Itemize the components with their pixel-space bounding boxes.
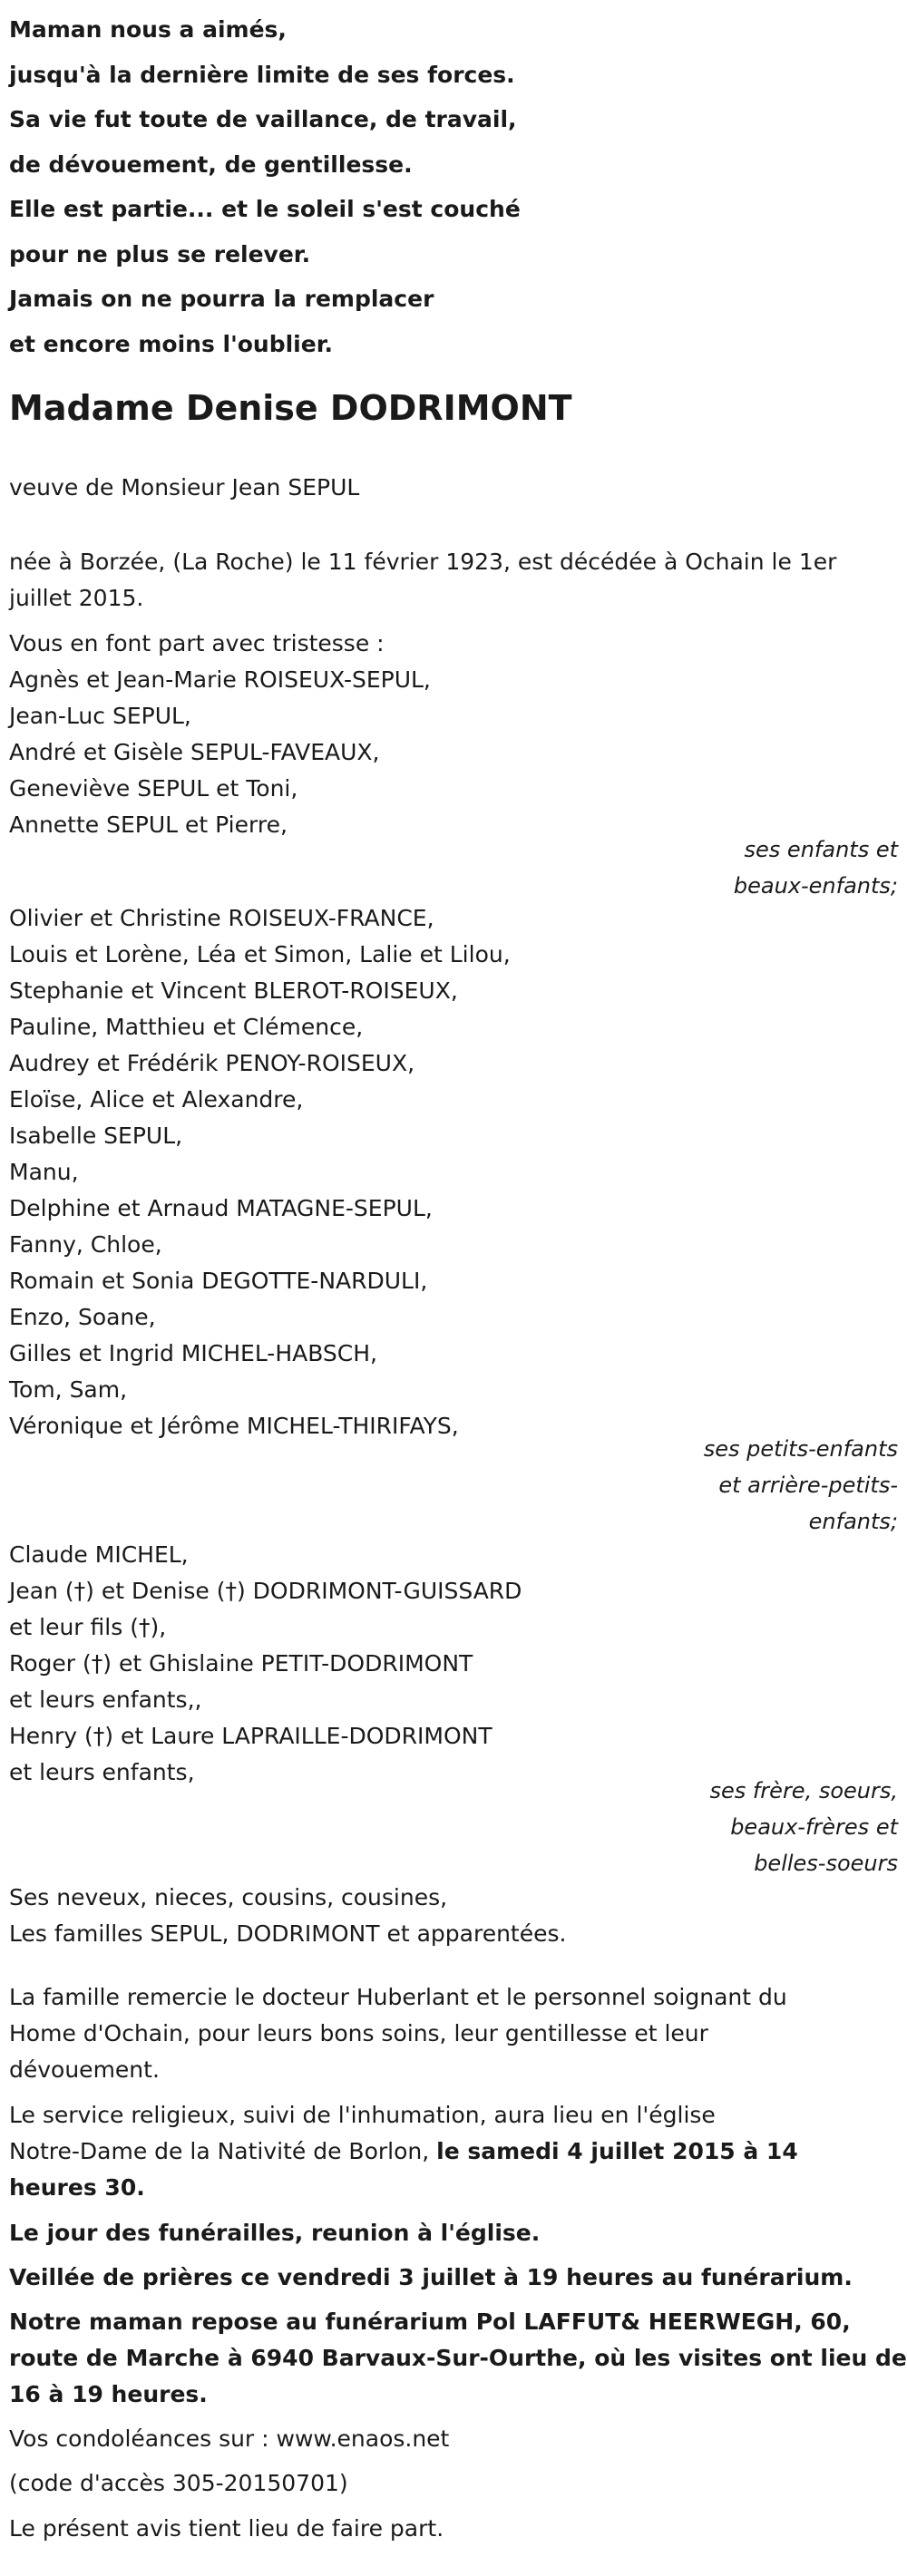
- list-item: et leurs enfants,: [9, 1759, 195, 1785]
- list-item: Louis et Lorène, Léa et Simon, Lalie et Lilou,: [9, 941, 511, 967]
- list-item: Agnès et Jean-Marie ROISEUX-SEPUL,: [9, 666, 431, 693]
- widow-of: [9, 470, 898, 506]
- widow-of-line: veuve de Monsieur Jean SEPUL: [9, 474, 360, 501]
- role-line: ses frère, soeurs,: [709, 1778, 898, 1803]
- children-list: [9, 626, 898, 843]
- list-item: et leur fils (†),: [9, 1614, 167, 1640]
- announce-intro: Vous en font part avec tristesse :: [9, 630, 385, 656]
- grandchildren-list: [9, 900, 898, 1444]
- notice: [9, 2511, 898, 2547]
- poem: [9, 7, 898, 366]
- list-item: Ses neveux, nieces, cousins, cousines,: [9, 1884, 448, 1910]
- list-item: Annette SEPUL et Pierre,: [9, 812, 288, 838]
- access-code-line: (code d'accès 305-20150701): [9, 2470, 348, 2496]
- list-item: Les familles SEPUL, DODRIMONT et apparentées.: [9, 1920, 567, 1947]
- funeral-meeting: [9, 2215, 898, 2251]
- thanks-line: dévouement.: [9, 2056, 160, 2083]
- service-time: heures 30.: [9, 2174, 145, 2201]
- grandchildren-role: [626, 1431, 898, 1540]
- role-line: enfants;: [808, 1509, 898, 1534]
- poem-line: de dévouement, de gentillesse.: [9, 151, 413, 178]
- siblings-list: [9, 1537, 898, 1791]
- rest-line: Notre maman repose au funérarium Pol LAFFUT& HEERWEGH, 60,: [9, 2309, 851, 2335]
- poem-line: jusqu'à la dernière limite de ses forces.: [9, 61, 515, 88]
- list-item: Isabelle SEPUL,: [9, 1123, 183, 1149]
- service-paragraph: [9, 2097, 898, 2206]
- role-line: belles-soeurs: [754, 1851, 898, 1876]
- list-item: Jean (†) et Denise (†) DODRIMONT-GUISSARD: [9, 1578, 522, 1604]
- list-item: Geneviève SEPUL et Toni,: [9, 775, 298, 802]
- role-line: beaux-enfants;: [733, 873, 898, 899]
- list-item: Claude MICHEL,: [9, 1541, 189, 1568]
- poem-line: pour ne plus se relever.: [9, 240, 311, 267]
- vigil-line: Veillée de prières ce vendredi 3 juillet à 19 heures au funérarium.: [9, 2264, 853, 2290]
- role-line: ses enfants et: [744, 837, 898, 862]
- rest-line: route de Marche à 6940 Barvaux-Sur-Ourthe, où les visites ont lieu de: [9, 2345, 907, 2371]
- list-item: Stephanie et Vincent BLEROT-ROISEUX,: [9, 977, 458, 1004]
- list-item: Gilles et Ingrid MICHEL-HABSCH,: [9, 1340, 378, 1366]
- poem-line: et encore moins l'oublier.: [9, 330, 333, 357]
- role-line: beaux-frères et: [730, 1814, 898, 1840]
- poem-line: Elle est partie... et le soleil s'est couché: [9, 196, 521, 222]
- list-item: Pauline, Matthieu et Clémence,: [9, 1014, 364, 1040]
- list-item: Eloïse, Alice et Alexandre,: [9, 1086, 304, 1113]
- poem-line: Jamais on ne pourra la remplacer: [9, 286, 434, 312]
- deceased-name: Madame Denise DODRIMONT: [9, 388, 572, 428]
- role-line: ses petits-enfants: [703, 1436, 898, 1462]
- birth-death: [9, 544, 898, 617]
- list-item: Enzo, Soane,: [9, 1304, 156, 1330]
- list-item: Romain et Sonia DEGOTTE-NARDULI,: [9, 1268, 428, 1294]
- service-date: le samedi 4 juillet 2015 à 14: [436, 2138, 798, 2164]
- list-item: Olivier et Christine ROISEUX-FRANCE,: [9, 905, 434, 931]
- thanks-line: Home d'Ochain, pour leurs bons soins, leur gentillesse et leur: [9, 2020, 708, 2046]
- vigil: [9, 2260, 898, 2296]
- notice-line: Le présent avis tient lieu de faire part.: [9, 2515, 444, 2542]
- list-item: Manu,: [9, 1159, 79, 1185]
- list-item: Véronique et Jérôme MICHEL-THIRIFAYS,: [9, 1413, 459, 1439]
- siblings-role: [626, 1773, 898, 1881]
- list-item: Audrey et Frédérik PENOY-ROISEUX,: [9, 1050, 415, 1076]
- list-item: Jean-Luc SEPUL,: [9, 703, 191, 729]
- role-line: et arrière-petits-: [718, 1473, 898, 1498]
- condolences-line: Vos condoléances sur : www.enaos.net: [9, 2425, 450, 2452]
- list-item: André et Gisèle SEPUL-FAVEAUX,: [9, 739, 380, 765]
- birth-death-line: née à Borzée, (La Roche) le 11 février 1923, est décédée à Ochain le 1er: [9, 549, 837, 575]
- list-item: Delphine et Arnaud MATAGNE-SEPUL,: [9, 1195, 433, 1221]
- list-item: et leurs enfants,,: [9, 1687, 202, 1713]
- condolences: [9, 2421, 898, 2457]
- birth-death-line: juillet 2015.: [9, 585, 144, 611]
- access-code: [9, 2465, 898, 2502]
- children-role: [626, 831, 898, 904]
- list-item: Henry (†) et Laure LAPRAILLE-DODRIMONT: [9, 1723, 493, 1749]
- list-item: Roger (†) et Ghislaine PETIT-DODRIMONT: [9, 1650, 473, 1677]
- poem-line: Maman nous a aimés,: [9, 16, 287, 43]
- service-line: [9, 2134, 898, 2170]
- thanks-paragraph: [9, 1979, 898, 2088]
- poem-line: Sa vie fut toute de vaillance, de travail,: [9, 106, 517, 132]
- thanks-line: La famille remercie le docteur Huberlant et le personnel soignant du: [9, 1984, 787, 2010]
- funeral-meeting-line: Le jour des funérailles, reunion à l'église.: [9, 2220, 541, 2246]
- service-line: Le service religieux, suivi de l'inhumation, aura lieu en l'église: [9, 2102, 716, 2128]
- rest-line: 16 à 19 heures.: [9, 2381, 208, 2407]
- relatives: [9, 1880, 898, 1952]
- list-item: Fanny, Chloe,: [9, 1231, 162, 1258]
- rest-paragraph: [9, 2304, 907, 2413]
- service-location: Notre-Dame de la Nativité de Borlon,: [9, 2138, 437, 2164]
- list-item: Tom, Sam,: [9, 1376, 128, 1403]
